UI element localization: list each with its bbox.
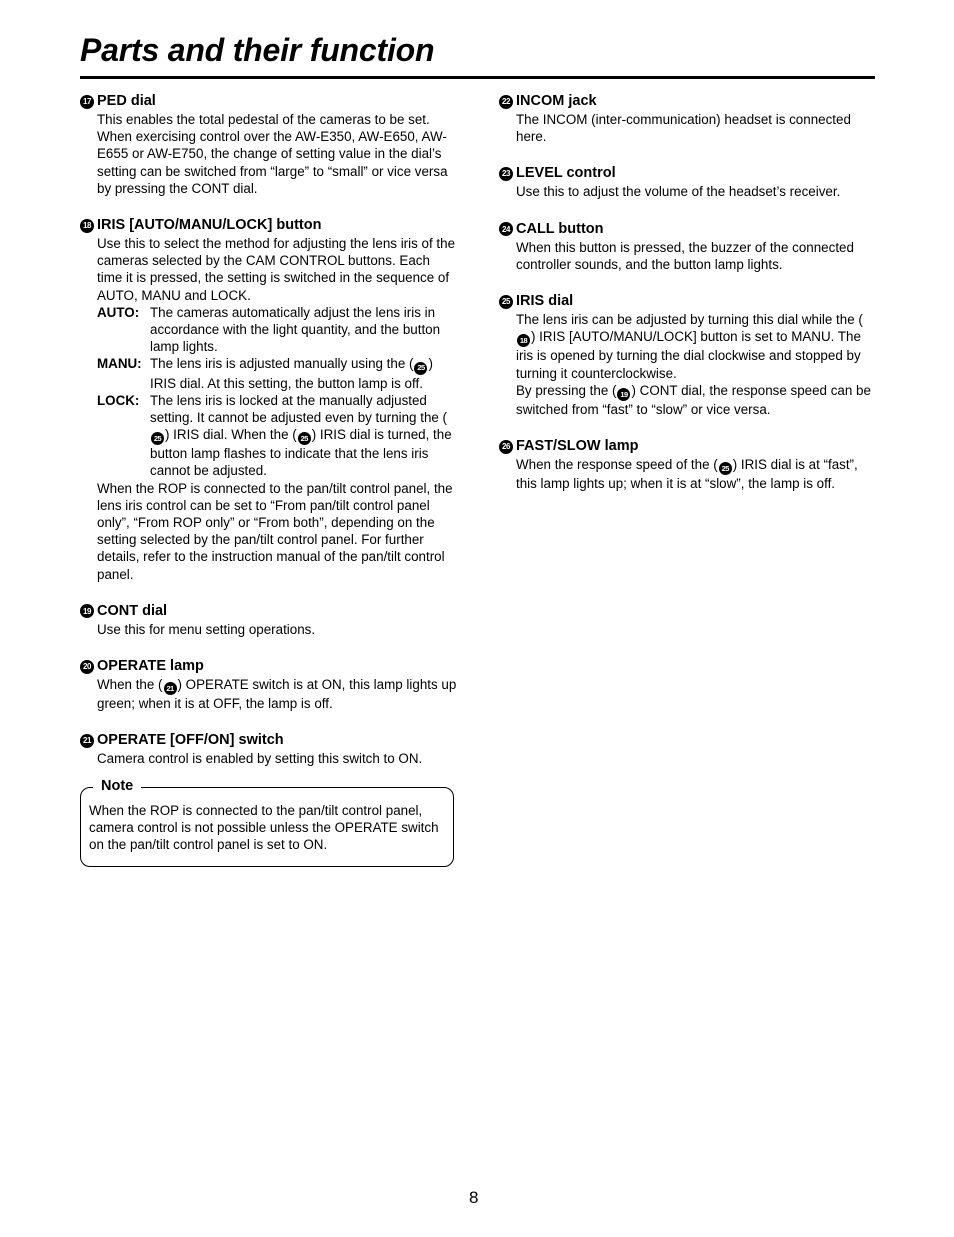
- mode-description: The lens iris is locked at the manually adjusted setting. It cannot be adjusted even by turning the (25 ) IRIS dial. When the ( 25 ) IRIS dial is turned, the button lamp flashes to indicate that the lens iris cannot be adjusted.: [150, 392, 452, 479]
- paragraph: When this button is pressed, the buzzer of the connected controller sounds, and the button lamp lights.: [516, 239, 854, 272]
- paragraph: Use this to select the method for adjusting the lens iris of the cameras selected by the CAM CONTROL buttons. Each time it is pressed, the setting is switched in the sequence of AUTO, MANU and LOCK.: [97, 236, 456, 303]
- paragraph: The INCOM (inter-communication) headset is connected here.: [516, 112, 851, 145]
- section-body: [97, 111, 458, 197]
- item-number-badge: 26: [499, 440, 513, 454]
- section-body: [97, 750, 458, 767]
- section-heading: [499, 292, 877, 311]
- item-reference-badge: 25: [151, 432, 164, 445]
- section-body: [516, 456, 877, 492]
- section-heading: [499, 164, 877, 183]
- section-heading: [499, 437, 877, 456]
- section-title: IRIS dial: [516, 293, 574, 310]
- mode-description: The lens iris is adjusted manually using the ( 25 ) IRIS dial. At this setting, the button lamp is off.: [150, 356, 433, 391]
- paragraph: This enables the total pedestal of the cameras to be set. When exercising control over the AW-E350, AW-E650, AW-E655 or AW-E750, the change of setting value in the dial’s setting can be switched from “large” to “small” or vice versa by pressing the CONT dial.: [97, 112, 448, 196]
- section-body: [516, 111, 877, 145]
- section-body: [97, 235, 458, 583]
- page-number: 8: [469, 1188, 479, 1207]
- mode-term: MANU:: [97, 356, 142, 372]
- section-cont-dial: [80, 602, 458, 638]
- item-number-badge: 24: [499, 222, 513, 236]
- section-title: OPERATE [OFF/ON] switch: [97, 732, 284, 749]
- section-heading: [80, 92, 458, 111]
- section-body: [516, 311, 877, 418]
- item-number-badge: 22: [499, 95, 513, 109]
- note-box: [80, 777, 454, 868]
- paragraph: When the ROP is connected to the pan/tilt control panel, the lens iris control can be set to “From pan/tilt control panel only”, “From ROP only” or “From both”, depending on the setting selected by the pan/tilt control panel. For further details, refer to the instruction manual of the pan/tilt control panel.: [97, 480, 453, 582]
- item-reference-badge: 25: [298, 432, 311, 445]
- item-reference-badge: 21: [164, 682, 177, 695]
- paragraph: When the response speed of the ( 25 ) IRIS dial is at “fast”, this lamp lights up; when it is at “slow”, the lamp is off.: [516, 457, 858, 492]
- section-body: [97, 621, 458, 638]
- item-number-badge: 21: [80, 734, 94, 748]
- section-heading: [80, 602, 458, 621]
- item-number-badge: 23: [499, 167, 513, 181]
- item-number-badge: 19: [80, 604, 94, 618]
- paragraph: The lens iris can be adjusted by turning this dial while the (18 ) IRIS [AUTO/MANU/LOCK] button is set to MANU. The iris is opened by turning the dial clockwise and stopped by turning it counterclockwise.: [516, 312, 863, 381]
- section-title: IRIS [AUTO/MANU/LOCK] button: [97, 217, 322, 234]
- section-title: PED dial: [97, 93, 156, 109]
- section-level-control: [499, 164, 877, 200]
- item-number-badge: 18: [80, 219, 94, 233]
- right-column: [499, 92, 877, 511]
- item-number-badge: 20: [80, 660, 94, 674]
- section-heading: [499, 220, 877, 239]
- paragraph: Camera control is enabled by setting this switch to ON.: [97, 751, 423, 767]
- mode-lock: [97, 392, 458, 480]
- section-heading: [80, 657, 458, 676]
- paragraph: By pressing the ( 19 ) CONT dial, the response speed can be switched from “fast” to “slow” or vice versa.: [516, 382, 871, 417]
- item-reference-badge: 25: [414, 362, 427, 375]
- paragraph: Use this for menu setting operations.: [97, 621, 316, 637]
- section-title: OPERATE lamp: [97, 658, 204, 675]
- paragraph: When the ( 21 ) OPERATE switch is at ON, this lamp lights up green; when it is at OFF, the lamp is off.: [97, 677, 457, 712]
- section-fast-slow-lamp: [499, 437, 877, 492]
- section-operate-lamp: [80, 657, 458, 712]
- section-incom-jack: [499, 92, 877, 145]
- section-heading: [80, 216, 458, 235]
- section-ped-dial: [80, 92, 458, 197]
- section-iris-button: [80, 216, 458, 583]
- section-iris-dial: [499, 292, 877, 418]
- left-column: [80, 92, 458, 867]
- mode-term: AUTO:: [97, 304, 140, 320]
- section-title: CALL button: [516, 220, 604, 237]
- section-body: [516, 183, 877, 200]
- item-number-badge: 25: [499, 295, 513, 309]
- section-heading: [499, 92, 877, 111]
- section-title: CONT dial: [97, 602, 168, 619]
- note-text: When the ROP is connected to the pan/tilt control panel, camera control is not possible unless the OPERATE switch on the pan/tilt control panel is set to ON.: [89, 802, 439, 852]
- section-body: [97, 676, 458, 712]
- item-reference-badge: 18: [517, 334, 530, 347]
- mode-manu: [97, 355, 458, 391]
- section-call-button: [499, 220, 877, 273]
- mode-description: The cameras automatically adjust the lens iris in accordance with the light quantity, and the button lamp lights.: [150, 304, 441, 355]
- page-title: Parts and their function: [80, 32, 435, 68]
- mode-term: LOCK:: [97, 392, 140, 408]
- title-rule: [80, 76, 875, 79]
- section-body: [516, 239, 877, 273]
- paragraph: Use this to adjust the volume of the headset’s receiver.: [516, 184, 841, 200]
- note-label: Note: [93, 777, 141, 796]
- section-operate-switch: [80, 731, 458, 767]
- item-reference-badge: 25: [719, 462, 732, 475]
- mode-auto: [97, 304, 458, 356]
- section-heading: [80, 731, 458, 750]
- item-number-badge: 17: [80, 95, 94, 109]
- section-title: INCOM jack: [516, 93, 597, 109]
- item-reference-badge: 19: [617, 388, 630, 401]
- section-title: LEVEL control: [516, 165, 616, 182]
- section-title: FAST/SLOW lamp: [516, 438, 639, 455]
- mode-definition-list: [97, 304, 458, 480]
